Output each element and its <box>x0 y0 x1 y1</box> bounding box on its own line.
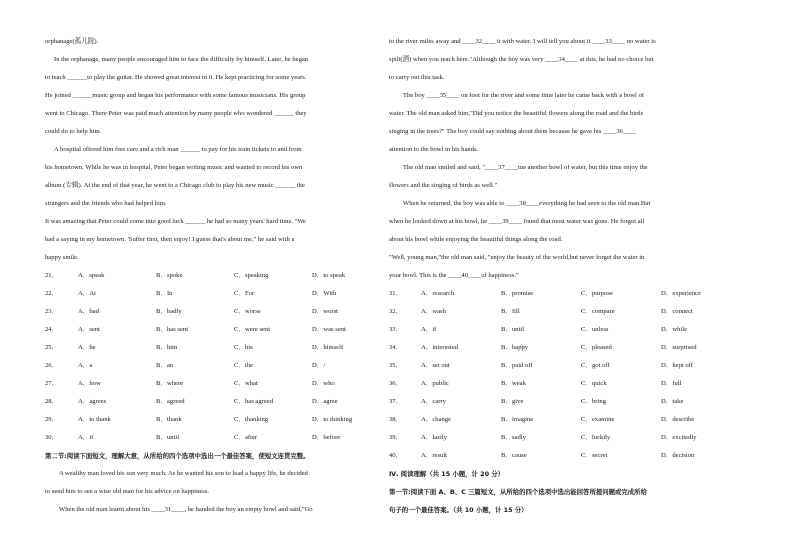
option-b: B．thank <box>156 416 182 423</box>
passage-line: It was amazing that Peter could come into good luck ______ he had so many years' hard time. "We <box>45 218 306 225</box>
passage-line: A wealthy man loved his son very much. As he wanted his son to lead a happy life, he decided <box>59 470 308 477</box>
option-c: C．secret <box>581 452 608 459</box>
passage-line: A hospital offered him free care and a rich man ______ to pay for his train tickets to and from <box>54 146 302 153</box>
question-options-29 <box>45 411 372 429</box>
question-number: 24． <box>45 326 59 333</box>
option-d: D．was sent <box>312 326 346 333</box>
option-a: A．carry <box>421 398 446 405</box>
option-c: C．For <box>234 290 255 297</box>
question-options-39 <box>389 429 719 447</box>
option-c: C．examine <box>581 416 615 423</box>
option-c: C．has agreed <box>234 398 273 405</box>
passage-line: to the river miles away and ____32____ it with water. I will tell you about it ____33____ no water is <box>389 38 656 45</box>
question-options-34 <box>389 339 719 357</box>
right-column <box>389 33 719 519</box>
option-b: B．In <box>156 290 173 297</box>
option-a: A．to thank <box>78 416 111 423</box>
passage-line: to teach ______to play the guitar. He showed great interest in it. He kept practicing for some years. <box>45 74 307 81</box>
option-d: D．surprised <box>661 344 697 351</box>
question-number: 22． <box>45 290 59 297</box>
question-number: 28． <box>45 398 59 405</box>
option-d: D．to speak <box>312 272 346 279</box>
option-c: C．his <box>234 344 253 351</box>
passage-line: The old man smiled and said, "____37____me another bowl of water, but this time enjoy the <box>403 164 648 171</box>
option-d: D．/ <box>312 362 326 369</box>
option-a: A．he <box>78 344 96 351</box>
question-options-28 <box>45 393 372 411</box>
question-number: 38． <box>389 416 403 423</box>
option-b: B．an <box>156 362 174 369</box>
option-c: C．quick <box>581 380 607 387</box>
passage-line: his hometown. While he was in hospital, Peter began writing music and wanted to record his own <box>45 164 303 171</box>
passage-line: "Well, young man,"the old man said, "enjoy the beauty of the world,but never forget the water in <box>389 254 645 261</box>
question-options-40 <box>389 447 719 465</box>
option-b: B．where <box>156 380 184 387</box>
option-c: C．purpose <box>581 290 613 297</box>
option-d: D．worst <box>312 308 339 315</box>
question-options-27 <box>45 375 372 393</box>
question-options-36 <box>389 375 719 393</box>
option-c: C．luckily <box>581 434 611 441</box>
passage-line: The boy ____35____ on foot for the river and some time later he came back with a bowl of <box>403 92 644 99</box>
option-d: D．who <box>312 380 335 387</box>
option-b: B．imagine <box>501 416 534 423</box>
question-number: 32． <box>389 308 403 315</box>
option-a: A．a <box>78 362 93 369</box>
option-b: B．happy <box>501 344 529 351</box>
left-column <box>45 33 372 519</box>
option-c: C．speaking <box>234 272 269 279</box>
option-b: B．cause <box>501 452 527 459</box>
option-c: C．worse <box>234 308 261 315</box>
question-number: 27． <box>45 380 59 387</box>
option-a: A．if <box>421 326 437 333</box>
option-d: D．to thinking <box>312 416 353 423</box>
question-options-35 <box>389 357 719 375</box>
passage-line: flowers and the singing of birds as well." <box>389 182 498 189</box>
question-number: 21． <box>45 272 59 279</box>
question-number: 33． <box>389 326 403 333</box>
option-a: A．wash <box>421 308 446 315</box>
question-options-32 <box>389 303 719 321</box>
option-d: D．full <box>661 380 682 387</box>
option-a: A．bad <box>78 308 99 315</box>
option-a: A．agrees <box>78 398 107 405</box>
option-a: A．At <box>78 290 96 297</box>
question-options-30 <box>45 429 372 447</box>
option-d: D．take <box>661 398 684 405</box>
option-c: C．bring <box>581 398 606 405</box>
passage-line: attention to the bowl in his hands. <box>389 146 479 153</box>
question-options-26 <box>45 357 372 375</box>
option-c: C．got off <box>581 362 610 369</box>
option-b: B．sadly <box>501 434 526 441</box>
passage-line: your bowl. This is the ____40____of happiness." <box>389 272 519 279</box>
passage-line: When the old man learnt about his ____31____, he handed the boy an empty bowl and said,"Go <box>59 506 313 513</box>
question-number: 39． <box>389 434 403 441</box>
option-d: D．experience <box>661 290 701 297</box>
passage-line: water. The old man asked him,"Did you notice the beautiful flowers along the road and the birds <box>389 110 644 117</box>
option-a: A．result <box>421 452 448 459</box>
option-c: C．pleased <box>581 344 612 351</box>
question-number: 30． <box>45 434 59 441</box>
question-number: 31． <box>389 290 403 297</box>
option-c: C．were sent <box>234 326 271 333</box>
option-c: C．what <box>234 380 258 387</box>
passage-line: In the orphanage, many people encouraged him to face the difficulty by himself. Later, he began <box>54 56 309 63</box>
passage-line: strangers and the friends who had helped him. <box>45 200 167 207</box>
passage-line: album (专辑). At the end of that year, he went to a Chicago club to play his new music ______ the <box>45 182 305 189</box>
option-c: C．thanking <box>234 416 269 423</box>
part-heading: Ⅳ. 阅读理解（共 15 小题，计 20 分） <box>389 470 505 478</box>
passage-line: spilt(洒) when you reach here."Although the boy was very ____34____ at this, he had no choice but <box>389 56 654 63</box>
passage-line: about his bowl while enjoying the beautiful things along the road. <box>389 236 563 243</box>
option-a: A．speak <box>78 272 105 279</box>
option-c: C．unless <box>581 326 609 333</box>
option-d: D．excitedly <box>661 434 697 441</box>
passage-line: to send him to see a wise old man for his advice on happiness. <box>45 488 210 495</box>
option-a: A．lazily <box>421 434 448 441</box>
option-b: B．fill <box>501 308 520 315</box>
option-d: D．agree <box>312 398 338 405</box>
option-d: D．while <box>661 326 688 333</box>
question-options-21 <box>45 267 372 285</box>
option-b: B．agreed <box>156 398 185 405</box>
question-number: 35． <box>389 362 403 369</box>
option-a: A．how <box>78 380 101 387</box>
option-a: A．change <box>421 416 452 423</box>
question-number: 37． <box>389 398 403 405</box>
option-d: D．decision <box>661 452 695 459</box>
option-d: D．describe <box>661 416 695 423</box>
option-a: A．public <box>421 380 449 387</box>
passage-line: orphanage(孤儿院). <box>45 38 99 45</box>
question-options-24 <box>45 321 372 339</box>
question-options-31 <box>389 285 719 303</box>
question-options-23 <box>45 303 372 321</box>
option-a: A．research <box>421 290 455 297</box>
option-d: D．kept off <box>661 362 693 369</box>
question-number: 36． <box>389 380 403 387</box>
option-d: D．himself <box>312 344 344 351</box>
option-b: B．promise <box>501 290 534 297</box>
question-number: 23． <box>45 308 59 315</box>
option-b: B．spoke <box>156 272 183 279</box>
option-b: B．him <box>156 344 178 351</box>
option-b: B．has sent <box>156 326 189 333</box>
option-d: D．With <box>312 290 337 297</box>
option-b: B．give <box>501 398 524 405</box>
option-b: B．paid off <box>501 362 533 369</box>
passage-line: when he looked down at his bowl, he ____39____ found that most water was gone. He forgot all <box>389 218 645 225</box>
passage-line: to carry out this task. <box>389 74 445 81</box>
question-number: 40． <box>389 452 403 459</box>
option-b: B．badly <box>156 308 182 315</box>
option-d: D．before <box>312 434 341 441</box>
section-heading: 第一节:阅读下面 A、B、C 三篇短文，从所给的四个选项中选出能回答所提问题或完成所给 <box>389 488 647 496</box>
option-a: A．interested <box>421 344 458 351</box>
option-b: B．until <box>156 434 180 441</box>
passage-line: When he returned, the boy was able to ____38____everything he had seen to the old man.But <box>403 200 651 207</box>
passage-line: happy smile. <box>45 254 79 261</box>
option-d: D．connect <box>661 308 693 315</box>
option-b: B．until <box>501 326 525 333</box>
option-b: B．weak <box>501 380 526 387</box>
question-number: 26． <box>45 362 59 369</box>
option-c: C．after <box>234 434 258 441</box>
passage-line: went to Chicago. There Peter was paid much attention by many people who wondered ______ they <box>45 110 307 117</box>
question-options-25 <box>45 339 372 357</box>
question-options-38 <box>389 411 719 429</box>
question-number: 25． <box>45 344 59 351</box>
question-options-37 <box>389 393 719 411</box>
question-number: 29． <box>45 416 59 423</box>
question-options-33 <box>389 321 719 339</box>
option-a: A．sent <box>78 326 100 333</box>
option-c: C．compare <box>581 308 615 315</box>
passage-line: could do to help him. <box>45 128 102 135</box>
option-c: C．the <box>234 362 254 369</box>
passage-line: He joined ______music group and began his performance with some famous musicians. His group <box>45 92 306 99</box>
passage-line: had a saying in my hometown. 'Suffer first, then enjoy! I guess that's about me," he said with a <box>45 236 295 243</box>
option-a: A．set out <box>421 362 450 369</box>
section-heading: 句子的一个最佳答案。（共 10 小题，计 15 分） <box>389 506 528 514</box>
question-options-22 <box>45 285 372 303</box>
passage-line: singing in the trees?" The boy could say nothing about them because he gave his ____36____ <box>389 128 637 135</box>
section-heading: 第二节:阅读下面短文，理解大意，从所给的四个选项中选出一个最佳答案，使短文连贯完整。 <box>45 452 310 460</box>
option-a: A．if <box>78 434 94 441</box>
question-number: 34． <box>389 344 403 351</box>
